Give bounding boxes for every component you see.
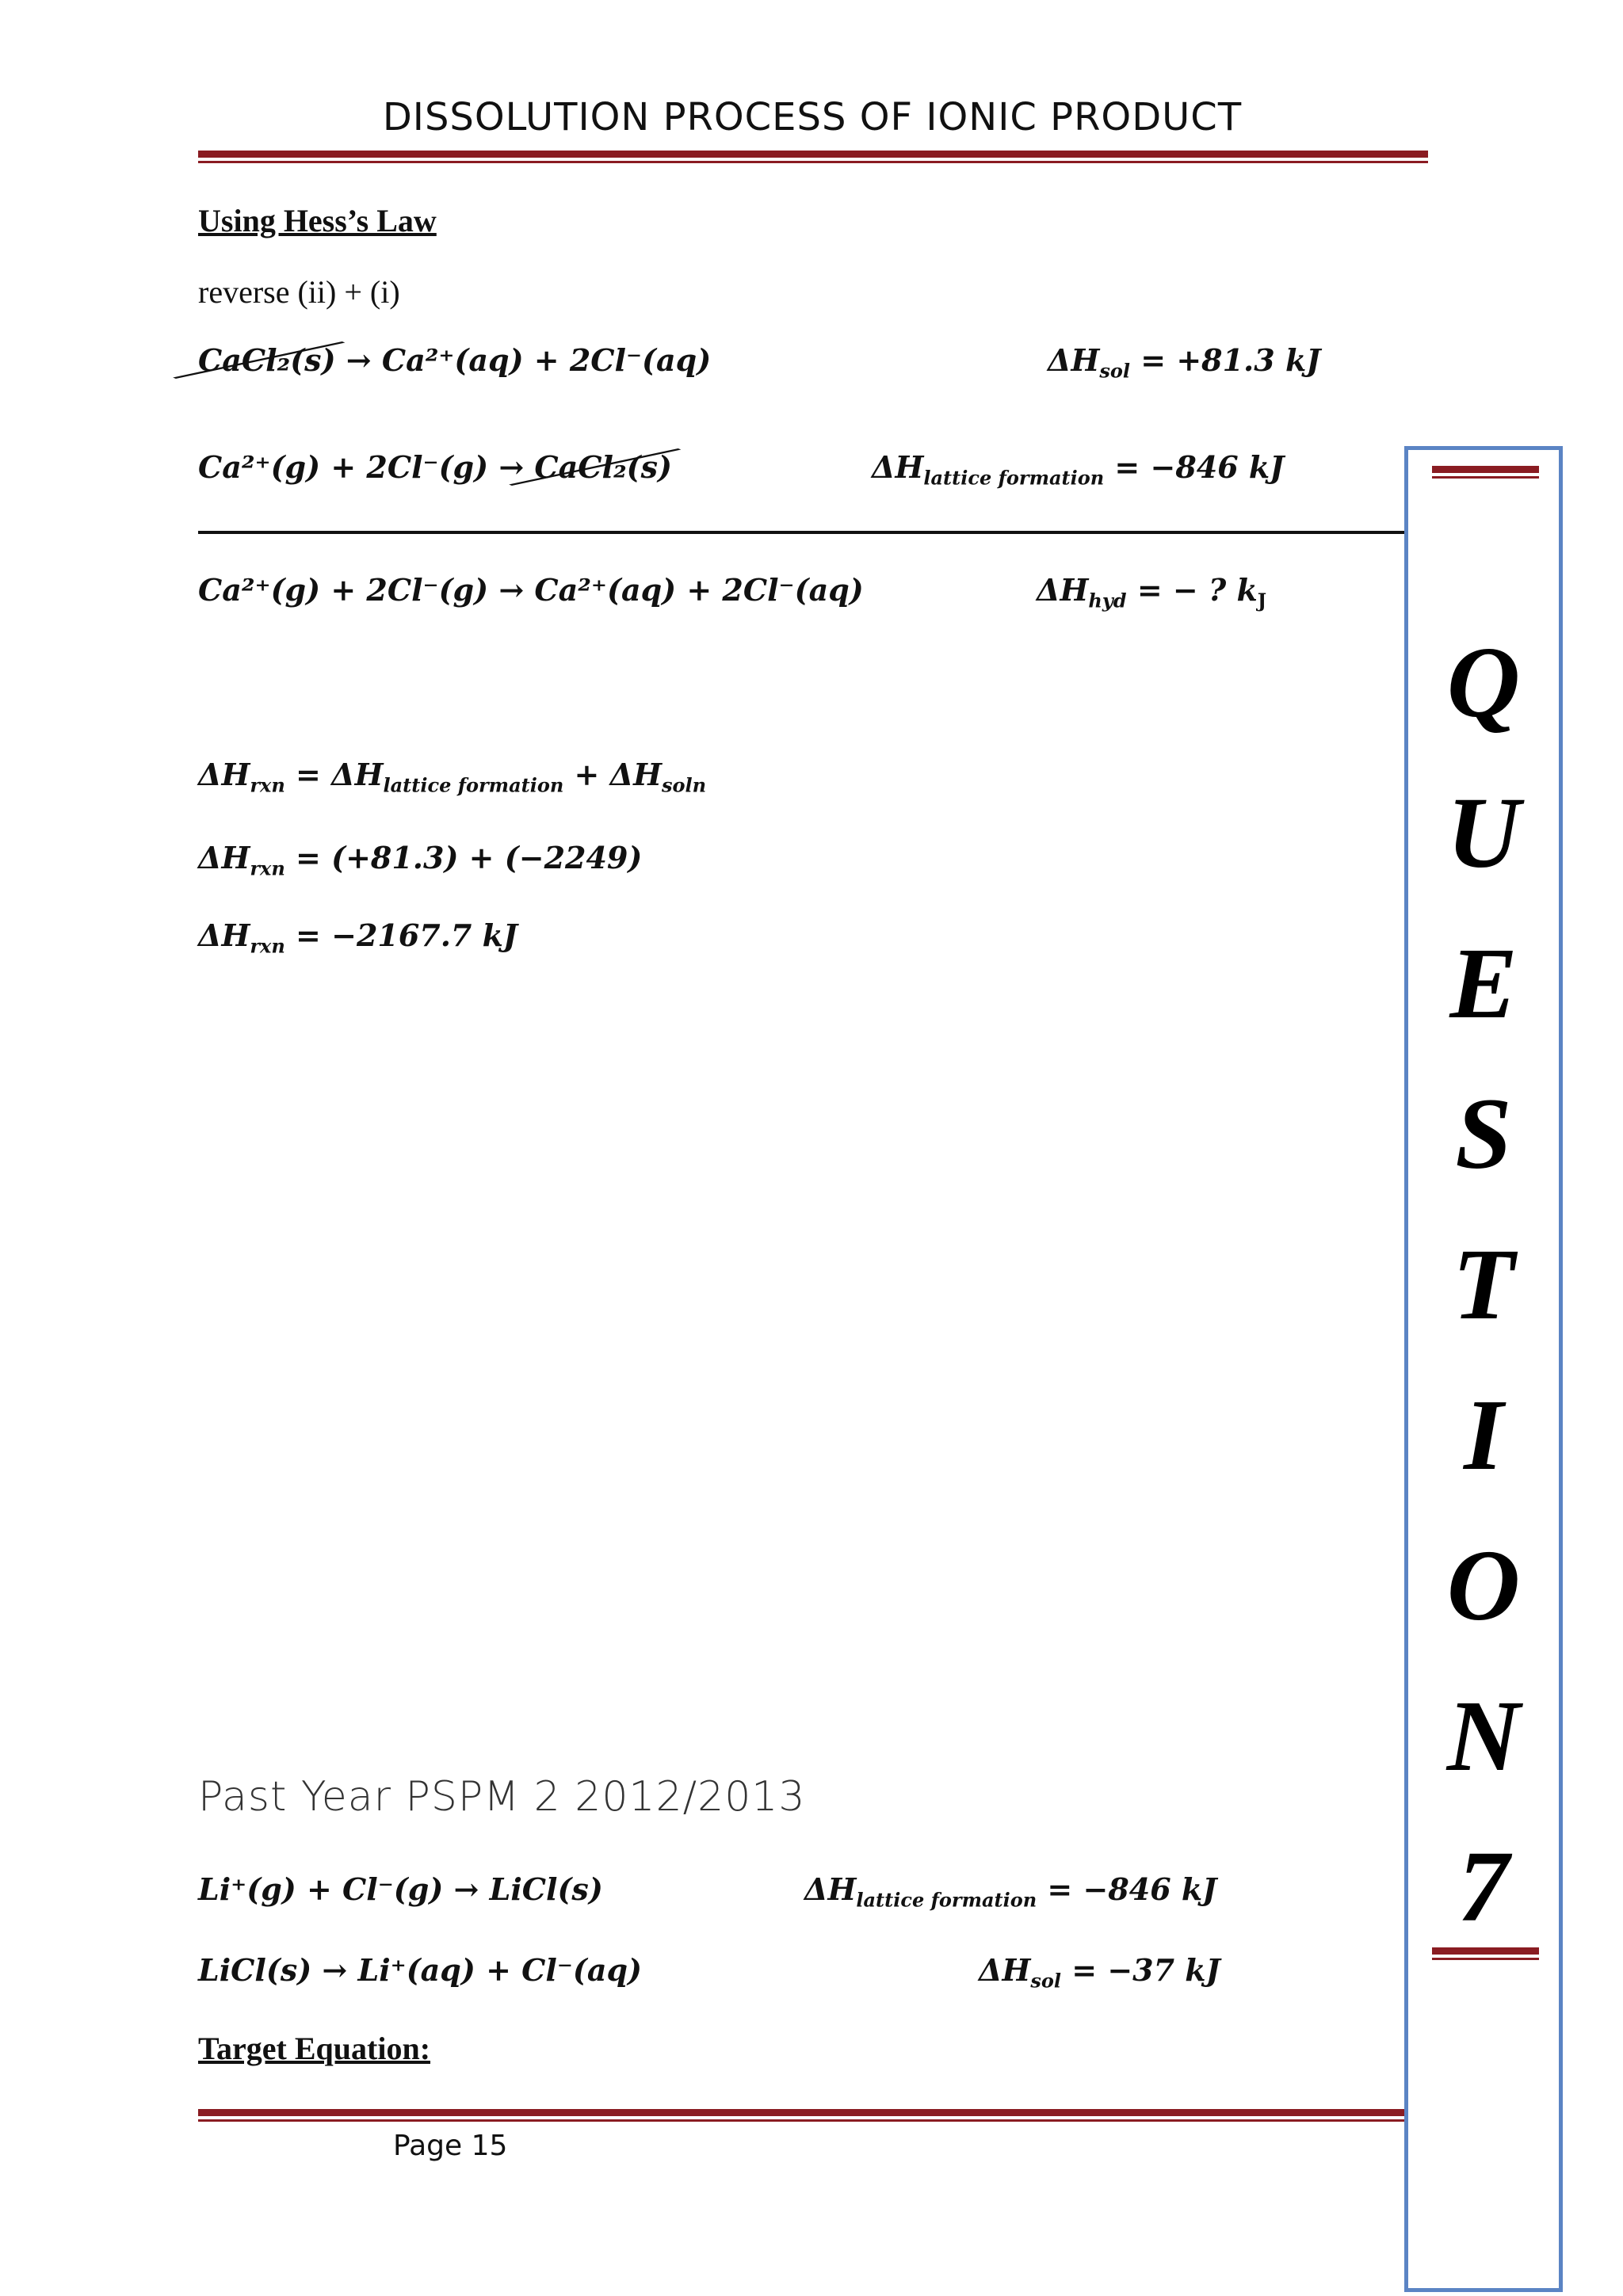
past-year-equation-a-enthalpy: $\Delta H_{lattice formation} = -846$ kJ (804, 1871, 1217, 1912)
equation-2-enthalpy: $\Delta H_{lattice formation} = -846$ kJ (872, 449, 1285, 490)
header-rule-thin (198, 161, 1428, 163)
struck-reactant: CaCl₂(s) (198, 342, 336, 378)
tab-letter: E (1449, 927, 1518, 1039)
strike-line-icon (510, 441, 680, 493)
tab-letter: U (1446, 776, 1521, 889)
section-heading: Using Hess’s Law (198, 203, 437, 238)
tab-letter: Q (1446, 626, 1521, 738)
target-equation-heading: Target Equation: (198, 2031, 431, 2066)
tab-rule-top-thick (1432, 466, 1539, 473)
tab-rule-top-thin (1432, 476, 1539, 479)
tab-letter: S (1455, 1077, 1512, 1190)
tab-rule-bottom-thin (1432, 1958, 1539, 1960)
struck-product: CaCl₂(s) (534, 449, 672, 485)
tab-rule-bottom-thick (1432, 1947, 1539, 1955)
strike-line-icon (174, 334, 344, 386)
sum-divider (198, 531, 1404, 534)
tab-letter: I (1464, 1379, 1503, 1491)
past-year-equation-b-enthalpy: $\Delta H_{sol} = -37$ kJ (979, 1952, 1220, 1993)
tab-letter: O (1446, 1529, 1521, 1642)
page-header-title: DISSOLUTION PROCESS OF IONIC PRODUCT (382, 95, 1243, 139)
footer-rule-thick (198, 2109, 1404, 2116)
calc-line-1: $\Delta H_{rxn} = \Delta H_{lattice formation} + \Delta H_{soln}$ (198, 757, 707, 797)
page-number: Page 15 (393, 2130, 508, 2162)
tab-letter: 7 (1458, 1830, 1509, 1943)
equation-3-enthalpy: $\Delta H_{hyd}$ = − ? $k_J$ (1037, 572, 1267, 612)
tab-letter: T (1452, 1228, 1515, 1341)
calc-line-3: $\Delta H_{rxn} = -2167.7$ kJ (198, 917, 517, 958)
equation-3: Ca²⁺(g) + 2Cl⁻(g) → Ca²⁺(aq) + 2Cl⁻(aq) (198, 572, 864, 608)
calc-line-2: $\Delta H_{rxn} = (+81.3) + (-2249)$ (198, 840, 643, 880)
past-year-equation-b: LiCl(s) → Li⁺(aq) + Cl⁻(aq) (198, 1952, 643, 1988)
instruction-text: reverse (ii) + (i) (198, 274, 400, 310)
equation-1-enthalpy: $\Delta H_{sol} = +81.3$ kJ (1048, 342, 1321, 383)
header-rule-thick (198, 151, 1428, 158)
past-year-title: Past Year PSPM 2 2012/2013 (198, 1773, 806, 1821)
past-year-equation-a: Li⁺(g) + Cl⁻(g) → LiCl(s) (198, 1871, 603, 1907)
equation-2: Ca²⁺(g) + 2Cl⁻(g) → CaCl₂(s) (198, 449, 672, 485)
question-tab (1404, 446, 1563, 2292)
equation-1: CaCl₂(s) → Ca²⁺(aq) + 2Cl⁻(aq) (198, 342, 711, 378)
footer-rule-thin (198, 2119, 1404, 2122)
tab-letter: N (1446, 1680, 1521, 1792)
